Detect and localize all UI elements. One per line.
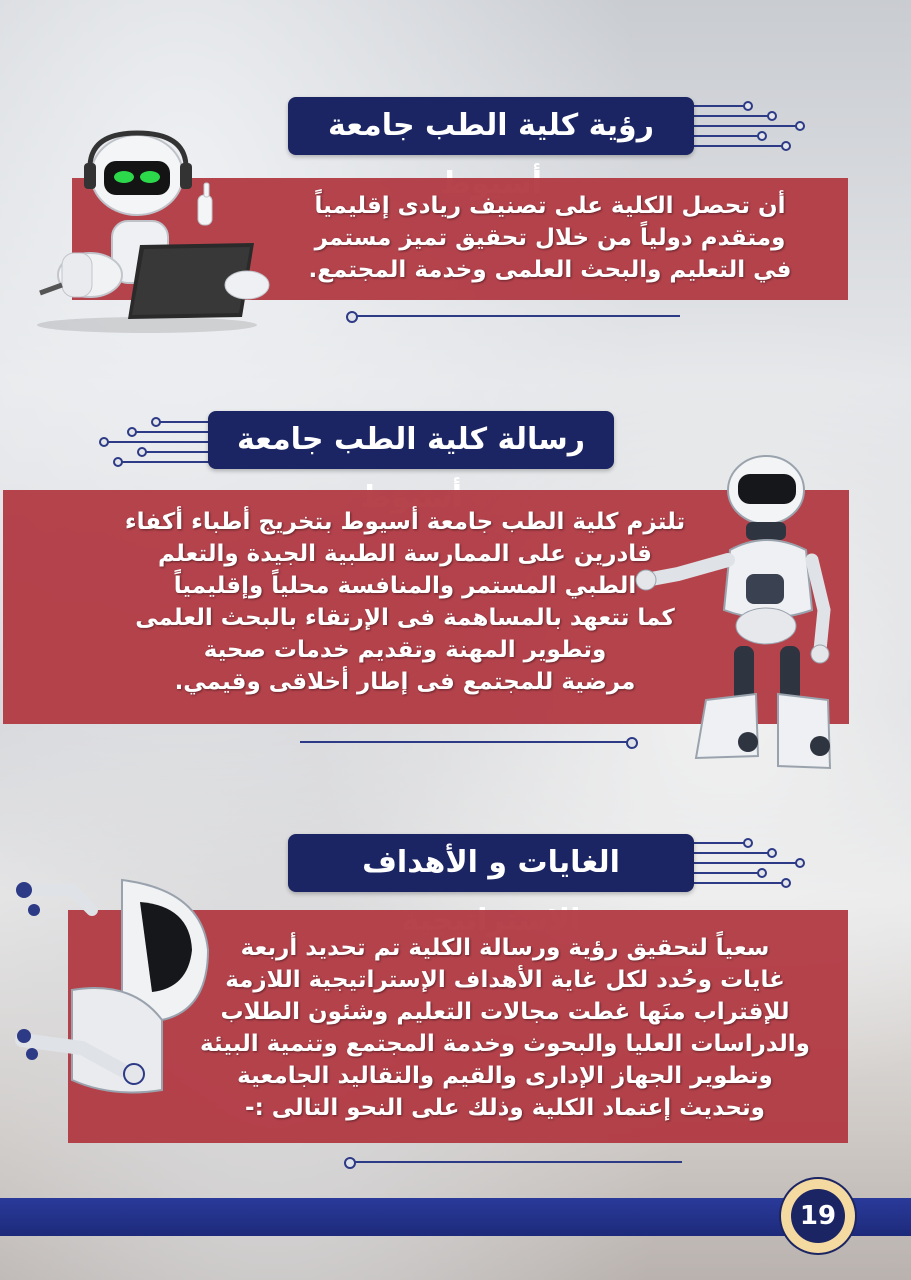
goals-line: وتحديث إعتماد الكلية وذلك على النحو التالى :-: [245, 1095, 765, 1121]
mission-line: كما تتعهد بالمساهمة فى الإرتقاء بالبحث العلمى: [135, 605, 675, 631]
vision-text: [260, 190, 840, 286]
vision-line: ومتقدم دولياً من خلال تحقيق تميز مستمر: [314, 225, 786, 251]
mission-line: تلتزم كلية الطب جامعة أسيوط بتخريج أطباء أكفاء: [124, 509, 686, 535]
goals-line: والدراسات العليا والبحوث وخدمة المجتمع وتنمية البيئة: [200, 1031, 810, 1057]
robot-standing-icon: [606, 450, 846, 780]
divider-line: [350, 315, 680, 317]
vision-line: في التعليم والبحث العلمى وخدمة المجتمع.: [308, 257, 792, 283]
robot-peeking-icon: [12, 870, 222, 1100]
goals-line: وتطوير الجهاز الإدارى والقيم والتقاليد الجامعية: [237, 1063, 773, 1089]
circuit-lines-icon: [688, 833, 808, 895]
circuit-lines-icon: [96, 412, 216, 474]
section-title-goals: الغايات و الأهداف: [288, 834, 694, 892]
mission-line: مرضية للمجتمع فى إطار أخلاقى وقيمي.: [174, 669, 636, 695]
mission-line: وتطوير المهنة وتقديم خدمات صحية: [203, 637, 607, 663]
section-title-mission: رسالة كلية الطب جامعة: [208, 411, 614, 469]
mission-line: قادرين على الممارسة الطبية الجيدة والتعلم: [158, 541, 652, 567]
goals-line: سعياً لتحقيق رؤية ورسالة الكلية تم تحديد أربعة: [240, 935, 770, 961]
robot-laptop-icon: [22, 125, 272, 335]
section-title-vision: رؤية كلية الطب جامعة: [288, 97, 694, 155]
goals-line: للإقتراب منَها غطت مجالات التعليم وشئون الطلاب: [220, 999, 790, 1025]
divider-line: [348, 1161, 682, 1163]
goals-line: غايات وحُدد لكل غاية الأهداف الإستراتيجية اللازمة: [225, 967, 785, 993]
divider-line: [300, 741, 634, 743]
goals-text: [170, 932, 840, 1124]
page-number-badge: [784, 1182, 852, 1250]
footer-bar: [0, 1198, 911, 1236]
circuit-lines-icon: [688, 96, 808, 158]
mission-line: الطبي المستمر والمنافسة محلياً وإقليمياً: [173, 573, 637, 599]
page-number: 19: [791, 1189, 845, 1243]
vision-line: أن تحصل الكلية على تصنيف ريادى إقليمياً: [314, 193, 786, 219]
